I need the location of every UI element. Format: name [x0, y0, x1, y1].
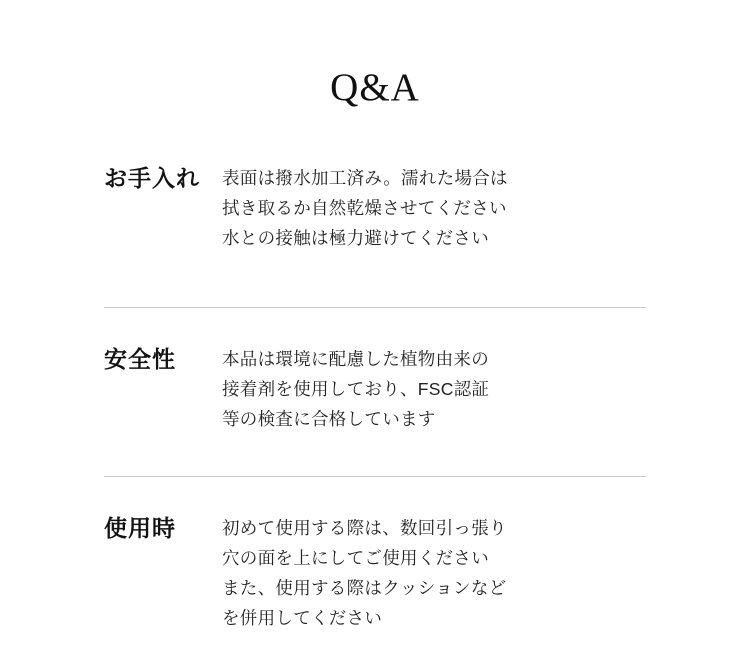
qa-body-line: 等の検査に合格しています: [222, 409, 436, 430]
spacer: [0, 477, 750, 513]
qa-label-col: [0, 344, 210, 374]
qa-body-line: 水との接触は極力避けてください: [222, 228, 489, 249]
qa-body-line: 本品は環境に配慮した植物由来の: [222, 349, 489, 369]
qa-body-line: 初めて使用する際は、数回引っ張り: [222, 518, 507, 538]
qa-section-label: 安全性: [104, 346, 176, 372]
qa-body-line: 穴の面を上にしてご使用ください: [222, 548, 489, 569]
qa-body-col: [210, 513, 750, 633]
qa-body-line: 拭き取るか自然乾燥させてください: [222, 198, 507, 219]
qa-section-label: お手入れ: [104, 165, 200, 191]
qa-body-line: 接着剤を使用しており、FSC認証: [222, 379, 490, 400]
qa-section-usage: [0, 513, 750, 633]
spacer: [0, 271, 750, 307]
qa-section-list: [0, 151, 750, 633]
qa-body-col: [210, 163, 750, 253]
qa-body-line: 表面は撥水加工済み。濡れた場合は: [222, 168, 508, 188]
qa-body-line: を併用してください: [222, 608, 383, 629]
qa-section-safety: [0, 344, 750, 440]
qa-body-col: [210, 344, 750, 434]
qa-label-col: [0, 513, 210, 543]
spacer: [0, 440, 750, 476]
qa-label-col: [0, 163, 210, 193]
qa-section-label: 使用時: [104, 515, 176, 541]
qa-body-line: また、使用する際はクッションなど: [222, 578, 507, 599]
spacer: [0, 308, 750, 344]
page-title: Q&A: [330, 66, 420, 109]
qa-section-care: [0, 151, 750, 271]
